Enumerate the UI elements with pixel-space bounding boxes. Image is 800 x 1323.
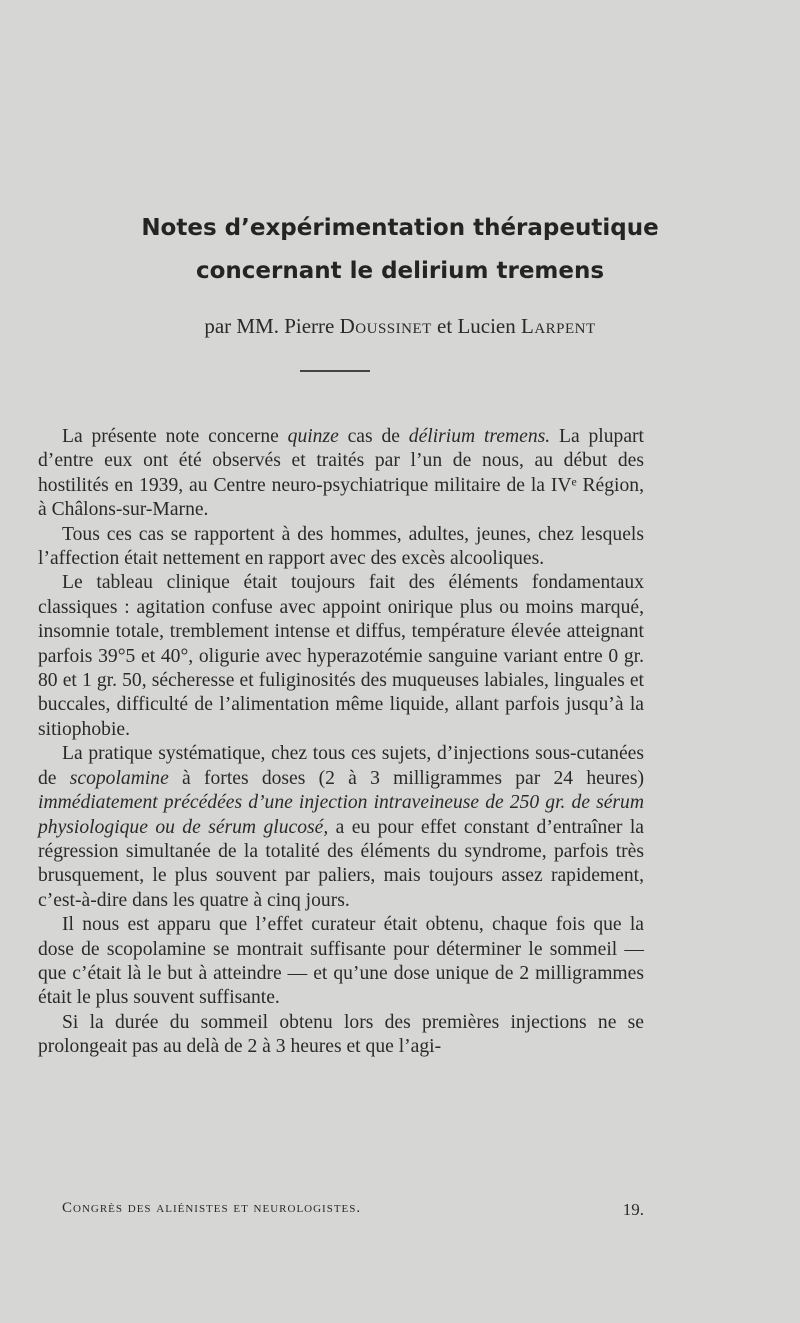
paragraph-2: Tous ces cas se rapportent à des hommes, adultes, jeunes, chez lesquels l’affection était nettement en rapport avec des excès alcooliques. bbox=[38, 523, 644, 570]
p4-italic-scopolamine: scopolamine bbox=[69, 767, 169, 789]
paragraph-5: Il nous est apparu que l’effet curateur était obtenu, chaque fois que la dose de scopolamine se montrait suffisante pour déterminer le sommeil — que c’était là le but à atteindre — et qu’une dose unique de 2 milligrammes était le plus souvent suffisante. bbox=[38, 914, 644, 1009]
running-title: Congrès des aliénistes et neurologistes. bbox=[62, 1200, 362, 1216]
p4-text-c: à fortes doses (2 à 3 milligrammes par 24 heures) bbox=[168, 767, 644, 789]
author-1-surname: Doussinet bbox=[339, 314, 432, 338]
author-line bbox=[0, 314, 800, 339]
author-prefix: par MM. Pierre bbox=[204, 314, 340, 338]
paragraph-6: Si la durée du sommeil obtenu lors des premières injections ne se prolongeait pas au delà de 2 à 3 heures et que l’agi- bbox=[38, 1011, 644, 1058]
author-middle: et Lucien bbox=[431, 314, 522, 338]
p4-text-a: La pratique systématique, chez tous ces sujets, d’injections sous-cutanées de bbox=[38, 743, 644, 789]
title-line-1: Notes d’expérimentation thérapeutique bbox=[141, 215, 659, 241]
p4-text-e: a eu pour effet constant d’entraîner la régression simultanée de la totalité des éléments du syndrome, parfois très brusquement, le plus souvent par paliers, mais toujours assez rapidement, c’est-à-dire dans les quatre à cinq jours. bbox=[38, 816, 644, 911]
p1-text-e: La plupart d’entre eux ont été observés et traités par l’un de nous, au début des hostilités en 1939, au Centre neuro-psychiatrique militaire de la IVᵉ Région, à Châlons-sur-Marne. bbox=[38, 426, 644, 521]
p1-text-a: La présente note concerne bbox=[62, 426, 288, 447]
page-footer bbox=[62, 1200, 644, 1222]
author-2-surname: Larpent bbox=[521, 314, 596, 338]
title-line-2: concernant le delirium tremens bbox=[195, 258, 605, 284]
paragraph-1 bbox=[38, 425, 644, 523]
paragraph-3: Le tableau clinique était toujours fait des éléments fondamentaux classiques : agitation confuse avec appoint onirique plus ou moins marqué, insomnie totale, tremblement intense et diffus, température élevée atteignant parfois 39°5 et 40°, oligurie avec hyperazotémie sanguine variant entre 0 gr. 80 et 1 gr. 50, sécheresse et fuliginosités des muqueuses labiales, linguales et buccales, difficulté de l’alimentation même liquide, allant parfois jusqu’à la sitiophobie. bbox=[38, 572, 644, 740]
p1-italic-quinze: quinze bbox=[287, 426, 339, 447]
page-number: 19. bbox=[622, 1200, 644, 1219]
p1-text-c: cas de bbox=[338, 426, 409, 447]
separator-rule bbox=[300, 370, 370, 372]
paragraph-4 bbox=[38, 742, 644, 913]
body-text bbox=[38, 425, 644, 1060]
p1-italic-delirium: délirium tremens. bbox=[408, 426, 551, 447]
p4-italic-injection: immédiatement précédées d’une injection intraveineuse de 250 gr. de sérum physiologique ou de sérum glucosé, bbox=[38, 792, 644, 838]
